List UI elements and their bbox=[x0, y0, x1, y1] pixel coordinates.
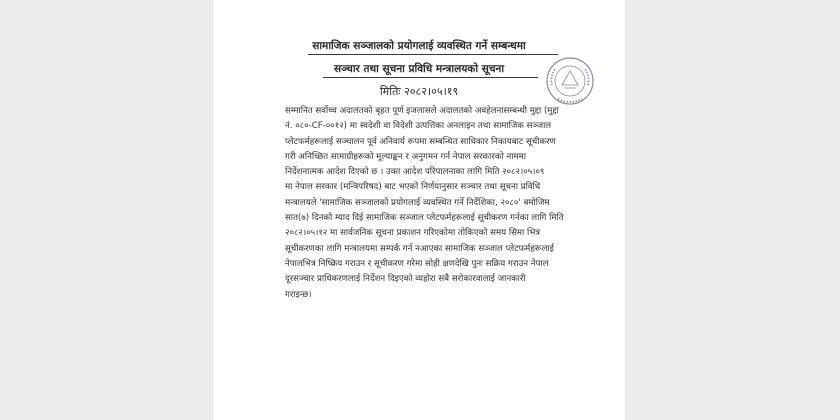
notice-subtitle: सञ्चार तथा सूचना प्रविधि मन्त्रालयको सूचना bbox=[333, 63, 505, 75]
body-line: सात(७) दिनको म्याद दिई सामाजिक सञ्जाल प्लेटफर्महरूलाई सूचीकरण गर्नका लागि मिति bbox=[285, 213, 564, 224]
document-page bbox=[213, 0, 625, 420]
body-line: मा नेपाल सरकार (मन्त्रिपरिषद) बाट भएको निर्णयानुसार सञ्चार तथा सूचना प्रविधि bbox=[285, 182, 541, 193]
body-line: सूचीकरणका लागि मन्त्रालयमा सम्पर्क गर्न नआएका सामाजिक सञ्जाल प्लेटफर्महरूलाई bbox=[285, 243, 554, 254]
body-line: सम्मानित सर्वोच्च अदालतको बृहत पूर्ण इजलासले अदालतको अवहेलनासम्बन्धी मुद्दा (मुद्दा bbox=[285, 106, 559, 116]
body-line: २०८२।०५।१२ मा सार्वजनिक सूचना प्रकाशन गरिएकोमा तोकिएको समय सिमा भित्र bbox=[285, 228, 540, 239]
notice-body bbox=[285, 104, 615, 303]
body-line: नेपालभित्र निष्क्रिय गराउन र सूचीकरण गरेमा सोही क्षणदेखि पुनः सक्रिय गराउन नेपाल bbox=[285, 258, 549, 269]
body-line: निर्देशनात्मक आदेश दिएको छ । उक्त आदेश परिपालनाका लागि मिति २०८२।०५।०९ bbox=[285, 167, 545, 178]
body-line: गराइन्छ। bbox=[285, 289, 312, 300]
body-line: दूरसञ्चार प्राधिकरणलाई निर्देशन दिइएको व्यहोरा सबै सरोकारवालाई जानकारी bbox=[285, 274, 526, 285]
notice-title: सामाजिक सञ्जालको प्रयोगलाई व्यवस्थित गर्ने सम्बन्धमा bbox=[312, 40, 526, 52]
body-line: नं. ०८०-CF-००१२) मा स्वदेशी वा विदेशी उत्पत्तिका अनलाइन तथा सामाजिक सञ्जाल bbox=[285, 121, 552, 132]
body-line: मन्त्रालयले 'सामाजिक सञ्जालको प्रयोगलाई व्यवस्थित गर्ने निर्देशिका, २०८०' बमोजिम bbox=[285, 197, 550, 208]
title-underline bbox=[308, 54, 558, 55]
body-line: प्लेटफर्महरूलाई सञ्चालन पूर्व अनिवार्य रूपमा सम्बन्धित साधिकार निकायबाट सूचीकरण bbox=[285, 136, 556, 147]
body-line: गरी अनिच्छित सामाग्रीहरूको मूल्याङ्कन र अनुगमन गर्न नेपाल सरकारको नाममा bbox=[285, 151, 526, 162]
ministry-seal-stamp bbox=[544, 55, 596, 107]
subtitle-underline bbox=[323, 77, 538, 78]
notice-date: मितिः २०८२।०५।१९ bbox=[379, 85, 459, 98]
